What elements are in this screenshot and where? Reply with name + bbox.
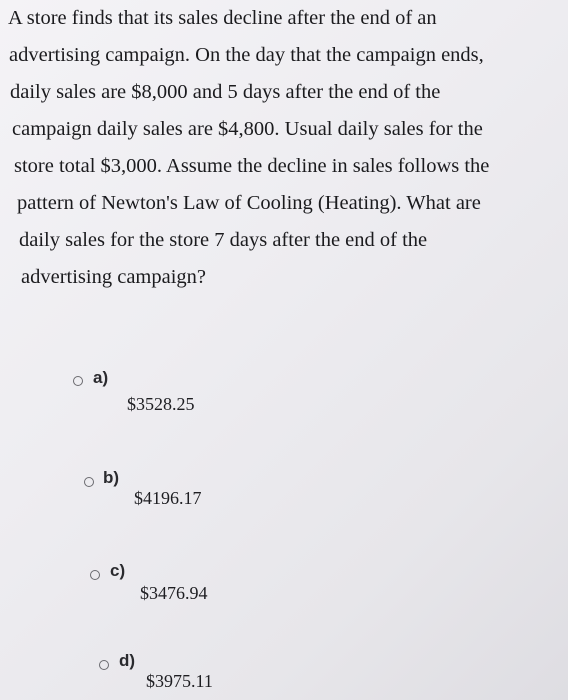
question-line: daily sales for the store 7 days after the end of the: [19, 229, 428, 251]
option-letter-a[interactable]: a): [93, 368, 109, 387]
question-line: A store finds that its sales decline after the end of an: [8, 7, 437, 29]
option-value-b[interactable]: $4196.17: [134, 488, 202, 508]
option-value-d[interactable]: $3975.11: [146, 671, 213, 691]
radio-button-a[interactable]: [73, 376, 83, 386]
radio-button-d[interactable]: [99, 660, 109, 670]
question-text: [8, 8, 560, 304]
option-letter-d[interactable]: d): [119, 651, 136, 670]
option-letter-b[interactable]: b): [103, 468, 120, 487]
option-value-c[interactable]: $3476.94: [140, 583, 208, 603]
question-line: advertising campaign?: [21, 266, 207, 288]
question-line: pattern of Newton's Law of Cooling (Heating). What are: [17, 192, 481, 214]
question-line: advertising campaign. On the day that the campaign ends,: [9, 44, 484, 66]
option-letter-c[interactable]: c): [110, 561, 126, 580]
radio-button-c[interactable]: [90, 570, 100, 580]
radio-button-b[interactable]: [84, 477, 94, 487]
option-value-a[interactable]: $3528.25: [127, 394, 195, 414]
question-line: store total $3,000. Assume the decline in sales follows the: [14, 155, 490, 177]
question-line: campaign daily sales are $4,800. Usual daily sales for the: [12, 118, 483, 140]
question-line: daily sales are $8,000 and 5 days after the end of the: [10, 81, 441, 103]
